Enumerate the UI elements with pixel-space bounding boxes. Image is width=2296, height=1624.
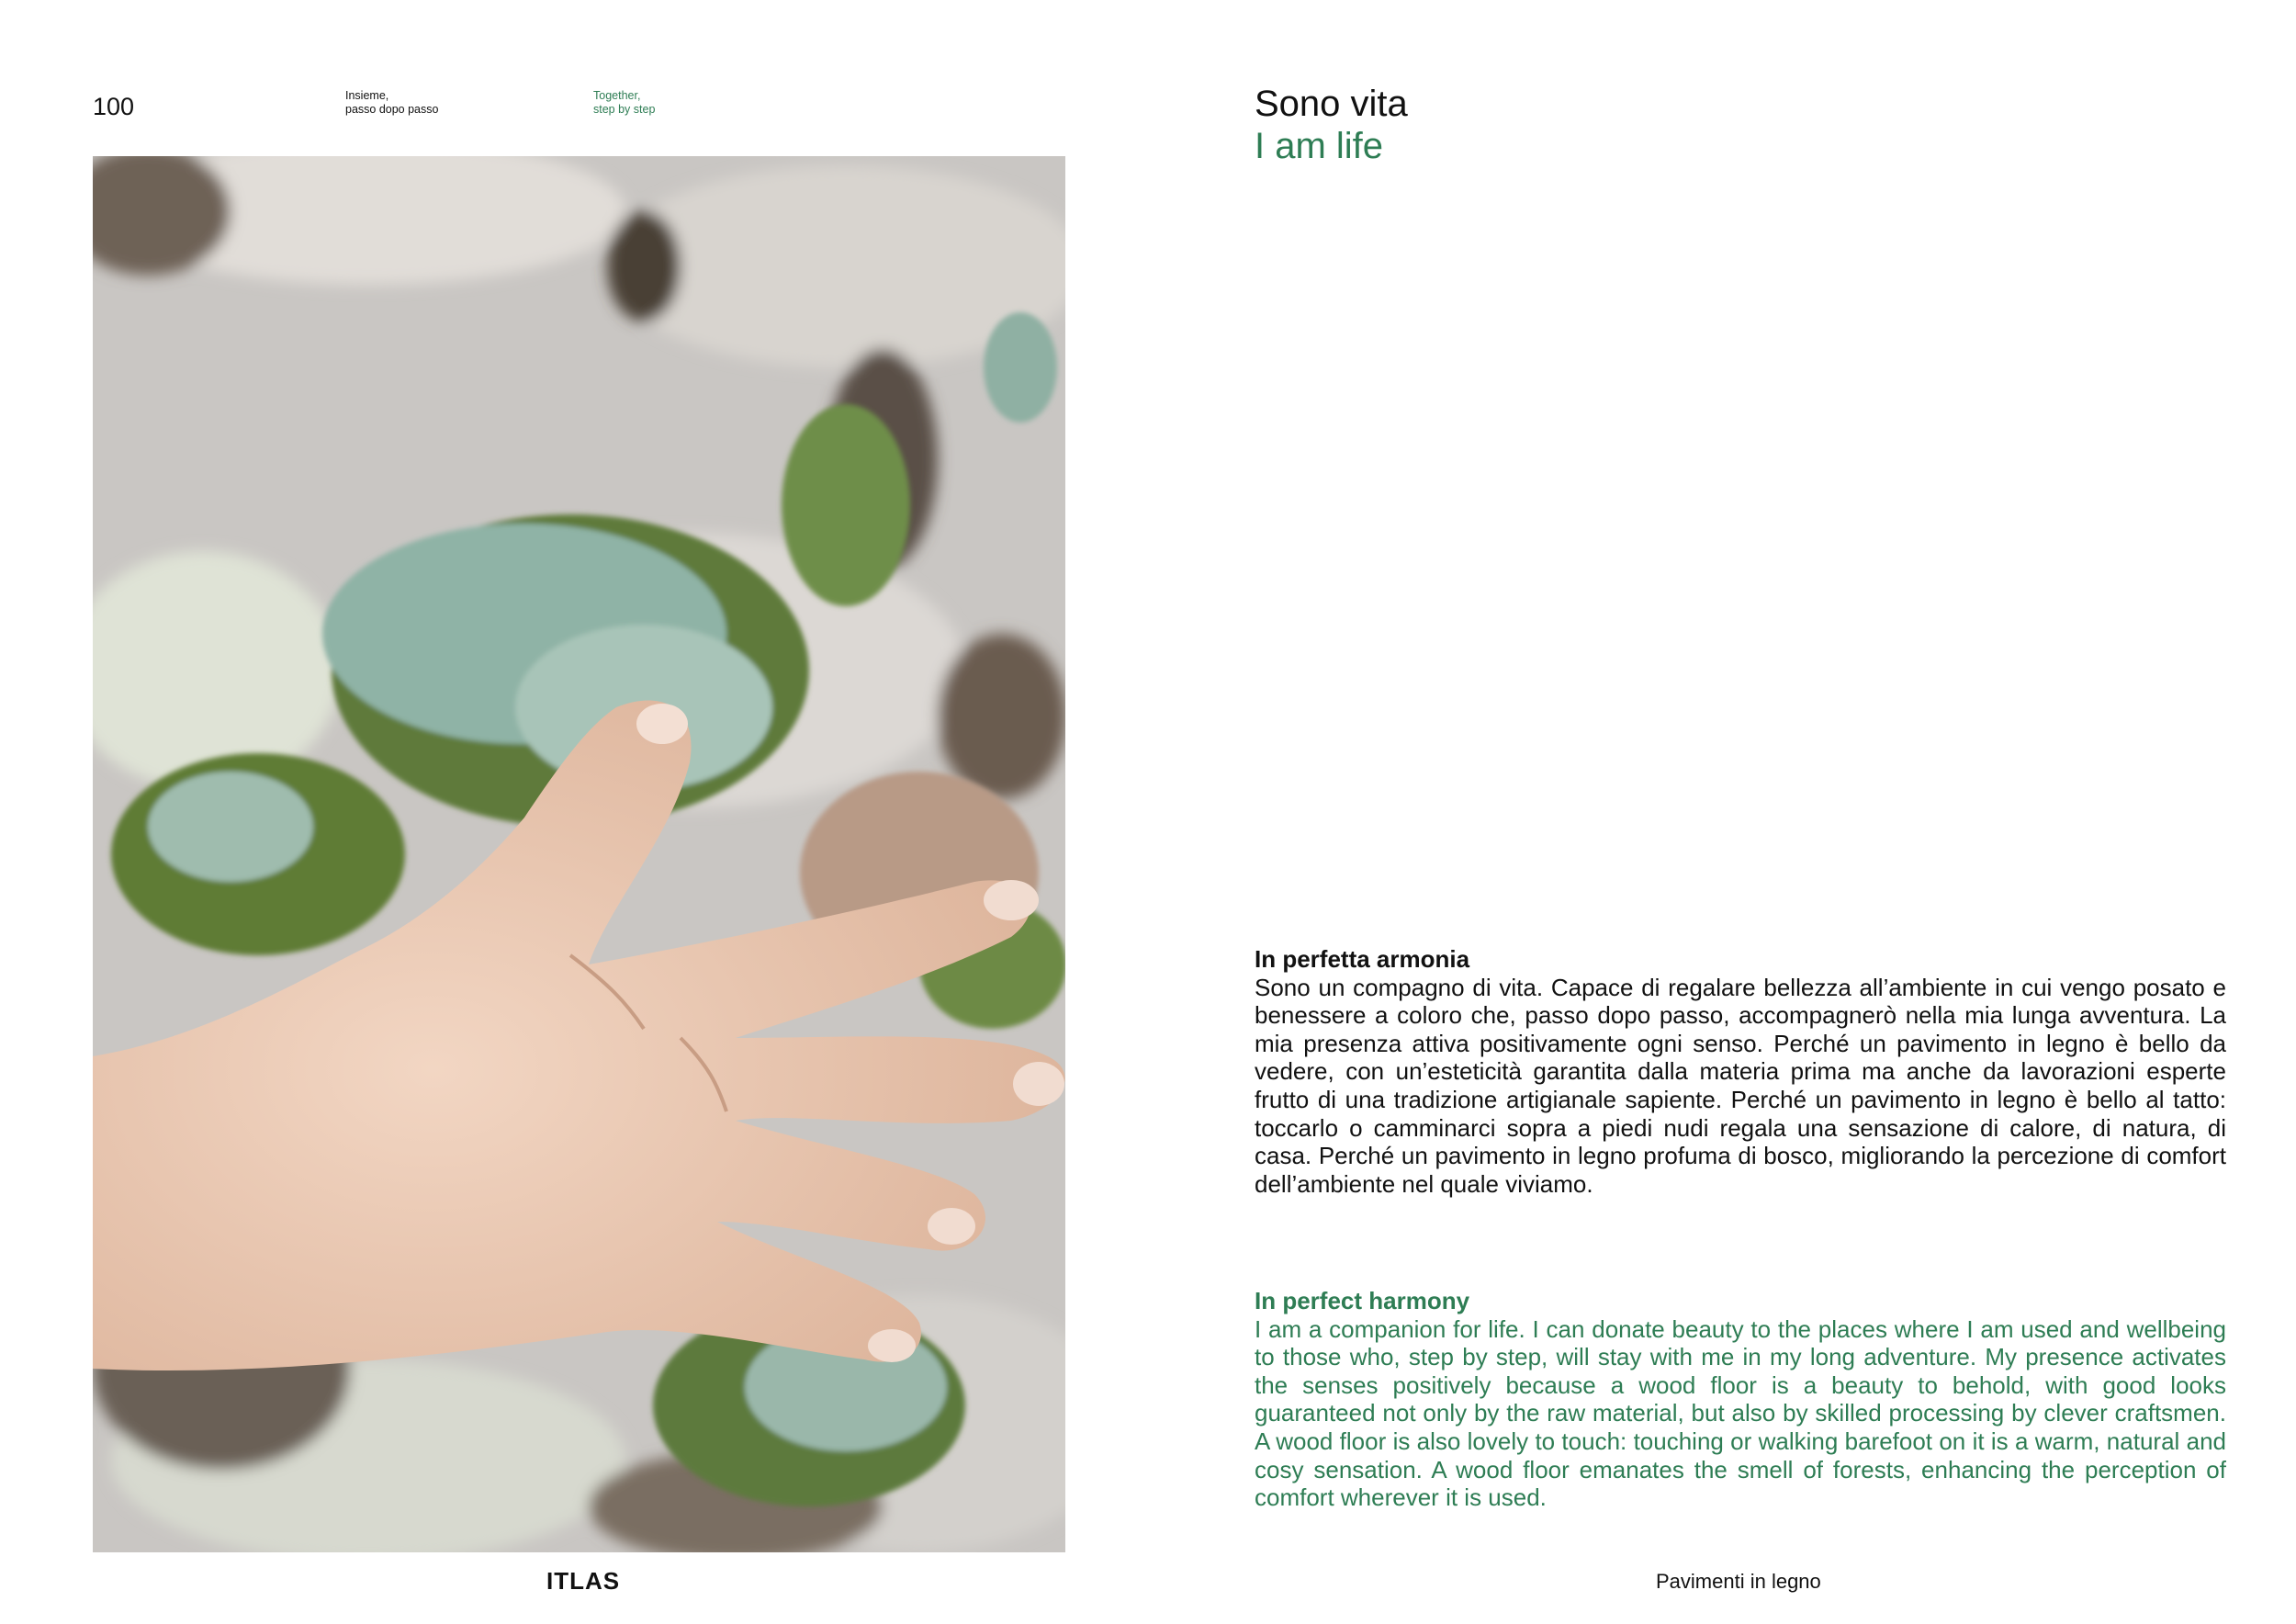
running-header-english bbox=[593, 89, 795, 117]
running-header-italian-line: Insieme, bbox=[345, 89, 389, 102]
page-title-italian: Sono vita bbox=[1255, 84, 1408, 124]
page-number: 100 bbox=[93, 93, 135, 120]
section-heading-italian: In perfetta armonia bbox=[1255, 945, 1470, 973]
brand-logo: ITLAS bbox=[546, 1567, 621, 1595]
running-header-english-line: step by step bbox=[593, 103, 656, 116]
section-heading-english: In perfect harmony bbox=[1255, 1287, 1470, 1314]
running-header-italian-line: passo dopo passo bbox=[345, 103, 439, 116]
section-italian bbox=[1255, 945, 2226, 1198]
section-body-italian: Sono un compagno di vita. Capace di regalare bellezza all’ambiente in cui vengo posato e benessere a coloro che, passo dopo passo, accompagnerò nella mia lunga avventura. La mia presenza attiva positivamente ogni senso. Perché un pavimento in legno è bello da vedere, con un’esteticità garantita dalla materia prima ma anche da lavorazioni esperte frutto di una tradizione artigianale sapiente. Perché un pavimento in legno è bello al tatto: toccarlo o camminarci sopra a piedi nudi regala una sensazione di calore, di natura, di casa. Perché un pavimento in legno profuma di bosco, migliorando la percezione di comfort dell’ambiente nel quale viviamo. bbox=[1255, 973, 2226, 1198]
photo-hand-on-lichen-bark bbox=[93, 156, 1065, 1552]
section-english bbox=[1255, 1287, 2226, 1512]
page-title-english: I am life bbox=[1255, 126, 1384, 166]
running-header-italian bbox=[345, 89, 547, 117]
section-body-english: I am a companion for life. I can donate beauty to the places where I am used and wellbeing to those who, step by step, will stay with me in my long adventure. My presence activates the senses positively because a wood floor is a beauty to behold, with good looks guaranteed not only by the raw material, but also by skilled processing by clever craftsmen. A wood floor is also lovely to touch: touching or walking barefoot on it is a warm, natural and cosy sensation. A wood floor emanates the smell of forests, enhancing the perception of comfort wherever it is used. bbox=[1255, 1314, 2226, 1512]
footer-publication-title: Pavimenti in legno bbox=[1656, 1570, 1821, 1593]
running-header-english-line: Together, bbox=[593, 89, 641, 102]
